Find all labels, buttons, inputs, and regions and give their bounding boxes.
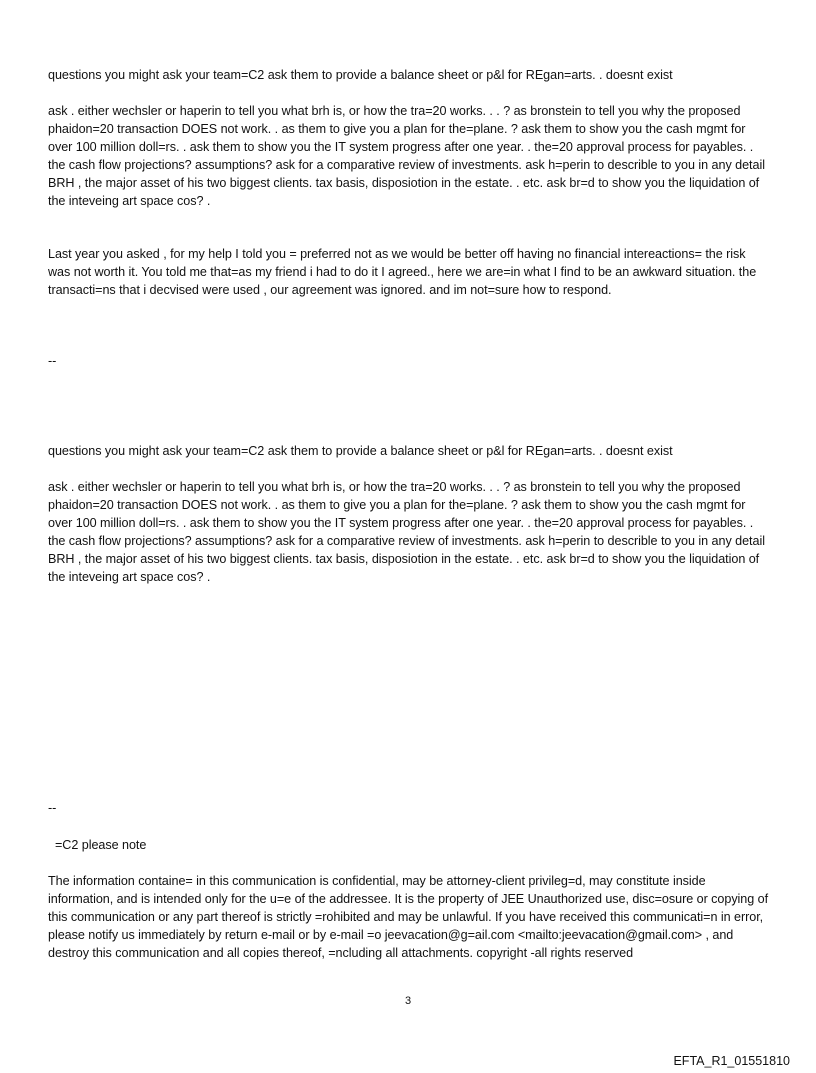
email-1-body: ask . either wechsler or haperin to tell you what brh is, or how the tra=20 works. . . ? as bronstein to tell you why the proposed phaidon=20 transaction DOES not work. . as them to give you a plan for the=plane. ? ask them to show you the cash mgmt for over 100 million doll=rs. . ask them to show you the IT system progress after one year. . the=20 approval process for payables. . the cash flow projections? assumptions? ask for a comparative review of investments. ask h=perin to describle to you in any detail BRH , the major asset of his two biggest clients. tax basis, disposiotion in the estate. . etc. ask br=d to show you the liquidation of the inteveing art space cos? . <box>48 104 765 208</box>
email-1-separator: -- <box>48 354 57 368</box>
email-2-body: ask . either wechsler or haperin to tell you what brh is, or how the tra=20 works. . . ? as bronstein to tell you why the proposed phaidon=20 transaction DOES not work. . as them to give you a plan for the=plane. ? ask them to show you the cash mgmt for over 100 million doll=rs. . ask them to show you the IT system progress after one year. . the=20 approval process for payables. . the cash flow projections? assumptions? ask for a comparative review of investments. ask h=perin to describle to you in any detail BRH , the major asset of his two biggest clients. tax basis, disposiotion in the estate. . etc. ask br=d to show you the liquidation of the inteveing art space cos? . <box>48 480 765 584</box>
confidentiality-disclaimer: The information containe= in this communication is confidential, may be attorney-client privileg=d, may constitute inside information, and is intended only for the u=e of the addressee. It is the property of JEE Unauthorized use, disc=osure or copying of this communication or any part thereof is strictly =rohibited and may be unlawful. If you have received this communicati=n in error, please notify us immediately by return e-mail or by e-mail =o jeevacation@g=ail.com <mailto:jeevacation@gmail.com> , and destroy this communication and all copies thereof, =ncluding all attachments. copyright -all rights reserved <box>48 874 769 960</box>
document-id: EFTA_R1_01551810 <box>673 1054 790 1068</box>
please-note: =C2 please note <box>55 838 147 852</box>
email-2-separator: -- <box>48 801 57 815</box>
email-2-heading: questions you might ask your team=C2 ask them to provide a balance sheet or p&l for REgan=arts. . doesnt exist <box>48 444 673 458</box>
email-1-heading: questions you might ask your team=C2 ask them to provide a balance sheet or p&l for REgan=arts. . doesnt exist <box>48 68 673 82</box>
page-number: 3 <box>404 995 412 1007</box>
email-1-paragraph: Last year you asked , for my help I told you = preferred not as we would be better off having no financial intereactions= the risk was not worth it. You told me that=as my friend i had to do it I agreed., here we are=in what I find to be an awkward situation. the transacti=ns that i decvised were used , our agreement was ignored. and im not=sure how to respond. <box>48 247 757 297</box>
